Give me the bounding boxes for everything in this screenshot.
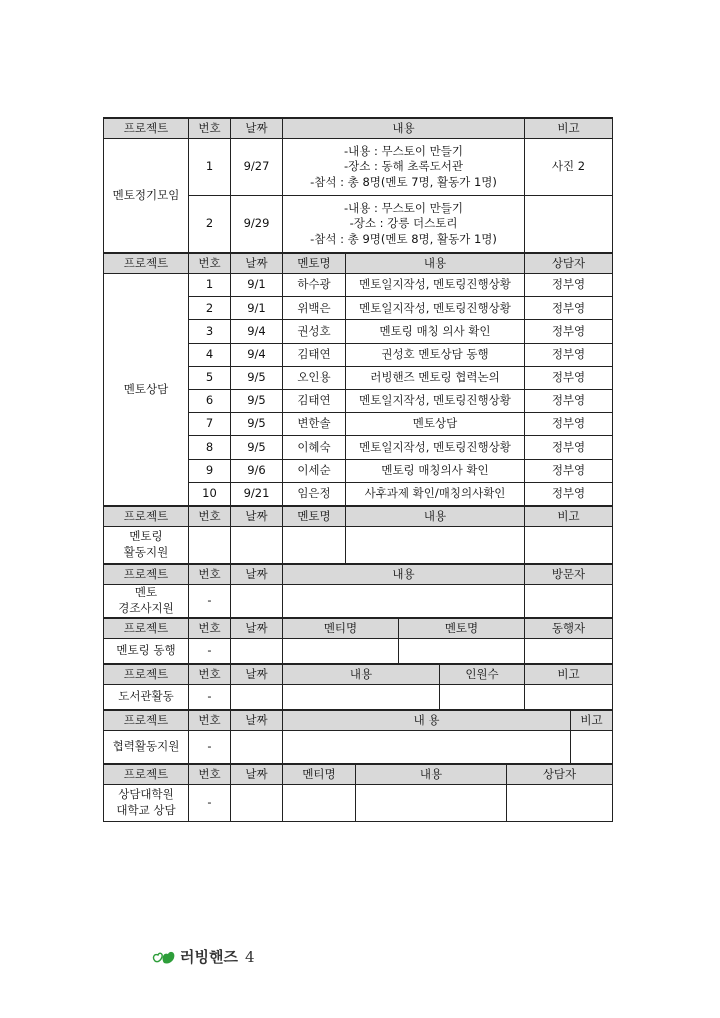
mentee-cell	[283, 638, 399, 663]
no-cell: 4	[189, 343, 231, 366]
counselor-cell: 정부영	[525, 482, 613, 505]
header-counselor: 상담자	[507, 764, 613, 785]
page-footer	[152, 946, 255, 967]
table-row	[104, 784, 613, 821]
table-header-row	[104, 564, 613, 585]
counselor-cell	[507, 784, 613, 821]
table-header-row	[104, 710, 613, 731]
header-no: 번호	[189, 664, 231, 685]
project-cell: 도서관활동	[104, 684, 189, 709]
note-cell	[571, 730, 613, 763]
note-cell	[525, 684, 613, 709]
date-cell: 9/1	[231, 274, 283, 297]
date-cell: 9/4	[231, 320, 283, 343]
header-date: 날짜	[231, 118, 283, 139]
counselor-cell: 정부영	[525, 320, 613, 343]
project-line: 대학교 상담	[116, 802, 176, 817]
mentee-cell	[283, 784, 356, 821]
no-cell: 6	[189, 389, 231, 412]
cooperation-table	[103, 709, 613, 764]
header-project: 프로젝트	[104, 118, 189, 139]
counselor-cell: 정부영	[525, 436, 613, 459]
library-table	[103, 663, 613, 710]
date-cell: 9/21	[231, 482, 283, 505]
project-cell: 협력활동지원	[104, 730, 189, 763]
counselor-cell: 정부영	[525, 297, 613, 320]
counselor-cell: 정부영	[525, 274, 613, 297]
mentor-cell: 김태연	[283, 343, 346, 366]
companion-cell	[525, 638, 613, 663]
mentor-cell: 이세순	[283, 459, 346, 482]
content-line: -장소 : 동해 초록도서관	[344, 159, 463, 174]
header-project: 프로젝트	[104, 764, 189, 785]
counsel-table	[103, 252, 613, 506]
project-cell: 멘토정기모임	[104, 139, 189, 253]
date-cell: 9/27	[231, 139, 283, 196]
content-cell: 권성호 멘토상담 동행	[346, 343, 525, 366]
mentor-cell: 이혜숙	[283, 436, 346, 459]
header-note: 비고	[525, 664, 613, 685]
header-no: 번호	[189, 506, 231, 527]
header-date: 날짜	[231, 618, 283, 639]
content-cell: 사후과제 확인/매칭의사확인	[346, 482, 525, 505]
content-line: -내용 : 무스토이 만들기	[344, 143, 463, 158]
table-header-row	[104, 618, 613, 639]
date-cell	[231, 730, 283, 763]
mentor-cell: 하수광	[283, 274, 346, 297]
date-cell	[231, 784, 283, 821]
header-date: 날짜	[231, 764, 283, 785]
content-line: -참석 : 총 9명(멘토 8명, 활동가 1명)	[310, 231, 497, 246]
content-cell	[283, 196, 525, 253]
content-line: -장소 : 강릉 더스토리	[349, 216, 458, 231]
date-cell	[231, 584, 283, 617]
header-project: 프로젝트	[104, 506, 189, 527]
header-date: 날짜	[231, 664, 283, 685]
header-date: 날짜	[231, 506, 283, 527]
header-content: 내용	[283, 564, 525, 585]
table-row	[104, 684, 613, 709]
date-cell	[231, 638, 283, 663]
header-companion: 동행자	[525, 618, 613, 639]
counselor-cell: 정부영	[525, 459, 613, 482]
meeting-table	[103, 117, 613, 253]
note-cell: 사진 2	[525, 139, 613, 196]
project-cell	[104, 584, 189, 617]
content-cell: 러빙핸즈 멘토링 협력논의	[346, 366, 525, 389]
no-cell: 9	[189, 459, 231, 482]
project-cell	[104, 784, 189, 821]
no-cell: -	[189, 684, 231, 709]
visitor-cell	[525, 584, 613, 617]
table-row	[104, 730, 613, 763]
content-cell	[283, 730, 571, 763]
table-row	[104, 274, 613, 297]
header-mentor: 멘토명	[399, 618, 525, 639]
date-cell: 9/5	[231, 413, 283, 436]
header-no: 번호	[189, 118, 231, 139]
no-cell: 8	[189, 436, 231, 459]
header-note: 비고	[571, 710, 613, 731]
header-mentor: 멘토명	[283, 506, 346, 527]
accompany-table	[103, 617, 613, 664]
no-cell: -	[189, 638, 231, 663]
mentor-cell: 임은정	[283, 482, 346, 505]
project-cell: 멘토상담	[104, 274, 189, 506]
content-cell: 멘토링 매칭의사 확인	[346, 459, 525, 482]
date-cell: 9/1	[231, 297, 283, 320]
mentor-cell: 오인용	[283, 366, 346, 389]
content-cell: 멘토링 매칭 의사 확인	[346, 320, 525, 343]
project-line: 상담대학원	[118, 787, 174, 802]
counselor-cell: 정부영	[525, 343, 613, 366]
no-cell: -	[189, 784, 231, 821]
header-project: 프로젝트	[104, 564, 189, 585]
graduate-table	[103, 763, 613, 822]
condolence-table	[103, 563, 613, 618]
header-mentee: 멘티명	[283, 618, 399, 639]
mentor-cell: 김태연	[283, 389, 346, 412]
header-note: 비고	[525, 506, 613, 527]
project-cell: 멘토링 동행	[104, 638, 189, 663]
header-project: 프로젝트	[104, 253, 189, 274]
table-header-row	[104, 506, 613, 527]
header-mentee: 멘티명	[283, 764, 356, 785]
header-project: 프로젝트	[104, 618, 189, 639]
mentor-cell	[283, 526, 346, 563]
support-table	[103, 505, 613, 564]
content-cell: 멘토일지작성, 멘토링진행상황	[346, 297, 525, 320]
table-row	[104, 638, 613, 663]
date-cell: 9/4	[231, 343, 283, 366]
content-cell	[283, 139, 525, 196]
header-note: 비고	[525, 118, 613, 139]
no-cell: 1	[189, 274, 231, 297]
content-line: -내용 : 무스토이 만들기	[344, 200, 463, 215]
header-headcount: 인원수	[440, 664, 525, 685]
header-date: 날짜	[231, 253, 283, 274]
no-cell: 3	[189, 320, 231, 343]
no-cell: 10	[189, 482, 231, 505]
counselor-cell: 정부영	[525, 366, 613, 389]
no-cell: 7	[189, 413, 231, 436]
content-cell: 멘토일지작성, 멘토링진행상황	[346, 436, 525, 459]
mentor-cell: 권성호	[283, 320, 346, 343]
project-line: 경조사지원	[118, 600, 174, 615]
no-cell: 2	[189, 297, 231, 320]
logo-text: 러빙핸즈	[180, 948, 238, 966]
header-no: 번호	[189, 764, 231, 785]
header-mentor: 멘토명	[283, 253, 346, 274]
table-row	[104, 526, 613, 563]
date-cell	[231, 684, 283, 709]
table-row	[104, 139, 613, 196]
header-no: 번호	[189, 253, 231, 274]
content-cell	[356, 784, 507, 821]
header-content: 내용	[356, 764, 507, 785]
table-header-row	[104, 118, 613, 139]
page-number: 4	[244, 947, 255, 966]
table-header-row	[104, 664, 613, 685]
date-cell: 9/5	[231, 436, 283, 459]
header-visitor: 방문자	[525, 564, 613, 585]
header-date: 날짜	[231, 564, 283, 585]
content-cell	[346, 526, 525, 563]
content-line: -참석 : 총 8명(멘토 7명, 활동가 1명)	[310, 174, 497, 189]
header-content: 내용	[346, 506, 525, 527]
content-cell	[283, 584, 525, 617]
header-project: 프로젝트	[104, 710, 189, 731]
date-cell: 9/6	[231, 459, 283, 482]
table-row	[104, 584, 613, 617]
date-cell: 9/5	[231, 389, 283, 412]
header-no: 번호	[189, 618, 231, 639]
header-content: 내용	[283, 664, 440, 685]
project-line: 멘토링	[129, 529, 163, 544]
header-project: 프로젝트	[104, 664, 189, 685]
content-cell	[283, 684, 440, 709]
header-content: 내 용	[283, 710, 571, 731]
note-cell	[525, 526, 613, 563]
project-line: 멘토	[134, 585, 158, 600]
mentor-cell	[399, 638, 525, 663]
project-line: 활동지원	[123, 544, 169, 559]
header-counselor: 상담자	[525, 253, 613, 274]
header-no: 번호	[189, 564, 231, 585]
header-date: 날짜	[231, 710, 283, 731]
headcount-cell	[440, 684, 525, 709]
no-cell: -	[189, 730, 231, 763]
header-content: 내용	[283, 118, 525, 139]
no-cell: -	[189, 584, 231, 617]
counselor-cell: 정부영	[525, 389, 613, 412]
mentor-cell: 위백은	[283, 297, 346, 320]
no-cell: 1	[189, 139, 231, 196]
content-cell: 멘토일지작성, 멘토링진행상황	[346, 274, 525, 297]
project-cell	[104, 526, 189, 563]
counselor-cell: 정부영	[525, 413, 613, 436]
report-sheet	[103, 117, 612, 822]
header-no: 번호	[189, 710, 231, 731]
no-cell	[189, 526, 231, 563]
no-cell: 2	[189, 196, 231, 253]
table-header-row	[104, 253, 613, 274]
note-cell	[525, 196, 613, 253]
loving-hands-logo-icon	[152, 947, 176, 967]
date-cell: 9/5	[231, 366, 283, 389]
date-cell	[231, 526, 283, 563]
no-cell: 5	[189, 366, 231, 389]
table-header-row	[104, 764, 613, 785]
header-content: 내용	[346, 253, 525, 274]
date-cell: 9/29	[231, 196, 283, 253]
mentor-cell: 변한솔	[283, 413, 346, 436]
content-cell: 멘토상담	[346, 413, 525, 436]
content-cell: 멘토일지작성, 멘토링진행상황	[346, 389, 525, 412]
